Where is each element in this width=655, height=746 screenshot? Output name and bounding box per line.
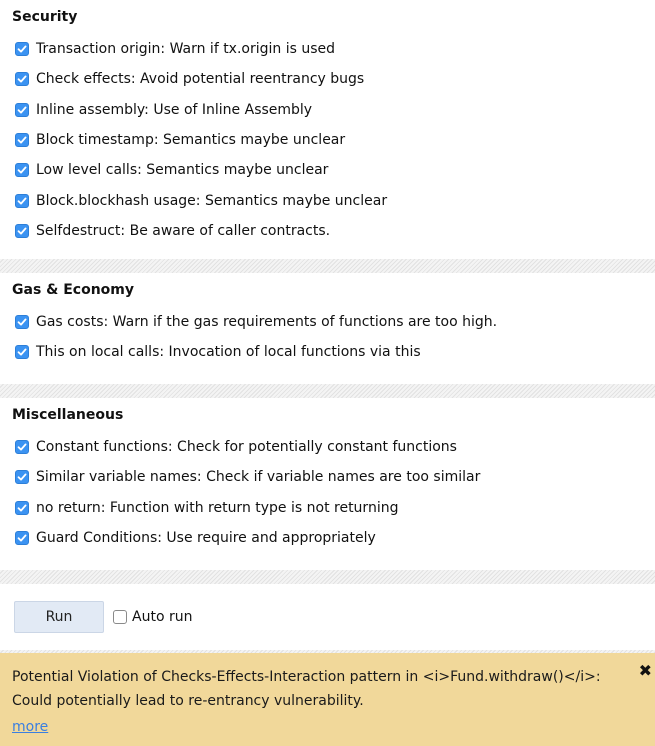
gas-check-this-local-calls[interactable] xyxy=(12,337,643,367)
misc-title: Miscellaneous xyxy=(12,407,124,423)
check-label: Block timestamp: Semantics maybe unclear xyxy=(36,132,346,149)
run-button[interactable]: Run xyxy=(14,601,104,633)
checkbox-checked-icon[interactable] xyxy=(15,315,29,329)
check-label: Check effects: Avoid potential reentrancy bugs xyxy=(36,71,365,88)
security-check-low-level-calls[interactable] xyxy=(12,155,643,185)
checkbox-checked-icon[interactable] xyxy=(15,531,29,545)
checkbox-checked-icon[interactable] xyxy=(15,440,29,454)
section-divider xyxy=(0,384,655,398)
more-link[interactable]: more xyxy=(12,719,49,735)
check-label: Block.blockhash usage: Semantics maybe unclear xyxy=(36,192,388,209)
autorun-toggle[interactable] xyxy=(113,609,192,625)
checkbox-checked-icon[interactable] xyxy=(15,501,29,515)
checkbox-checked-icon[interactable] xyxy=(15,133,29,147)
checkbox-checked-icon[interactable] xyxy=(15,470,29,484)
security-section xyxy=(0,0,655,259)
gas-check-gas-costs[interactable] xyxy=(12,307,643,337)
check-label: Transaction origin: Warn if tx.origin is used xyxy=(36,41,336,58)
security-title: Security xyxy=(12,9,78,25)
checkbox-checked-icon[interactable] xyxy=(15,103,29,117)
section-divider xyxy=(0,259,655,273)
check-label: Low level calls: Semantics maybe unclear xyxy=(36,162,329,179)
misc-check-constant-functions[interactable] xyxy=(12,432,643,462)
check-label: Gas costs: Warn if the gas requirements of functions are too high. xyxy=(36,314,498,331)
check-label: Similar variable names: Check if variable names are too similar xyxy=(36,469,481,486)
run-controls xyxy=(0,584,655,650)
section-divider xyxy=(0,570,655,584)
security-check-block-timestamp[interactable] xyxy=(12,125,643,155)
warning-banner xyxy=(0,653,655,746)
security-check-inline-assembly[interactable] xyxy=(12,95,643,125)
checkbox-checked-icon[interactable] xyxy=(15,42,29,56)
misc-list xyxy=(12,432,643,553)
checkbox-checked-icon[interactable] xyxy=(15,345,29,359)
misc-check-similar-variable-names[interactable] xyxy=(12,462,643,492)
check-label: Constant functions: Check for potentially constant functions xyxy=(36,439,457,456)
misc-section xyxy=(0,398,655,570)
gas-list xyxy=(12,307,643,368)
checkbox-checked-icon[interactable] xyxy=(15,72,29,86)
security-check-check-effects[interactable] xyxy=(12,64,643,94)
check-label: Inline assembly: Use of Inline Assembly xyxy=(36,101,313,118)
check-label: This on local calls: Invocation of local functions via this xyxy=(36,344,421,361)
gas-section xyxy=(0,273,655,384)
checkbox-checked-icon[interactable] xyxy=(15,163,29,177)
checkbox-unchecked-icon[interactable] xyxy=(113,610,127,624)
checkbox-checked-icon[interactable] xyxy=(15,224,29,238)
autorun-label: Auto run xyxy=(132,609,193,625)
gas-title: Gas & Economy xyxy=(12,282,135,298)
security-check-blockhash[interactable] xyxy=(12,185,643,215)
close-icon[interactable]: ✖ xyxy=(638,661,652,680)
security-list xyxy=(12,34,643,246)
misc-check-guard-conditions[interactable] xyxy=(12,523,643,553)
warning-message: Potential Violation of Checks-Effects-Interaction pattern in <i>Fund.withdraw()</i>: Could potentially lead to re-entrancy vulnerability. xyxy=(12,669,601,709)
security-check-selfdestruct[interactable] xyxy=(12,216,643,246)
check-label: no return: Function with return type is not returning xyxy=(36,499,399,516)
check-label: Guard Conditions: Use require and appropriately xyxy=(36,530,376,547)
checkbox-checked-icon[interactable] xyxy=(15,194,29,208)
misc-check-no-return[interactable] xyxy=(12,493,643,523)
security-check-tx-origin[interactable] xyxy=(12,34,643,64)
check-label: Selfdestruct: Be aware of caller contracts. xyxy=(36,222,331,239)
